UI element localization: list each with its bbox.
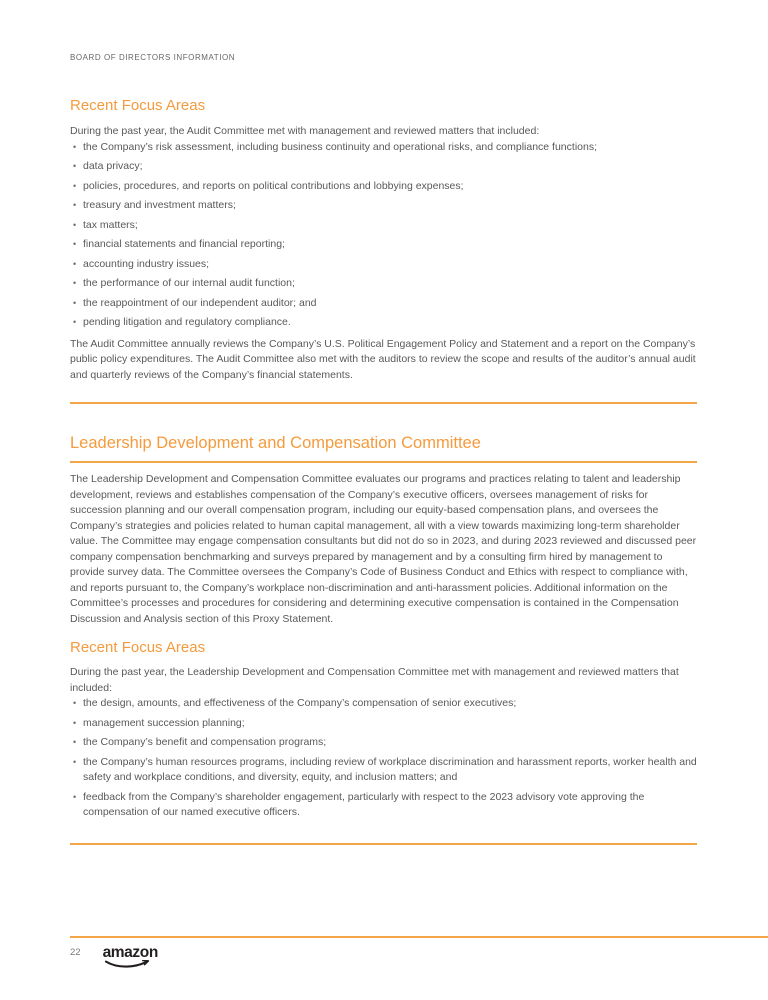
list-item: • the design, amounts, and effectiveness of the Company’s compensation of senior executives;: [70, 696, 697, 712]
list-item: • the reappointment of our independent auditor; and: [70, 296, 697, 312]
section-divider: [70, 843, 697, 845]
running-header: BOARD OF DIRECTORS INFORMATION: [70, 53, 236, 62]
heading-underline-divider: [70, 461, 697, 463]
ldcc-intro-paragraph: During the past year, the Leadership Development and Compensation Committee met with management and reviewed matters that included:: [70, 666, 679, 694]
ldcc-section-heading: Leadership Development and Compensation Committee: [70, 434, 481, 452]
amazon-smile-icon: [104, 960, 152, 969]
list-item: • the Company’s benefit and compensation programs;: [70, 735, 697, 751]
list-item: • the performance of our internal audit function;: [70, 276, 697, 292]
audit-focus-list: [70, 140, 697, 331]
ldcc-body-paragraph: The Leadership Development and Compensation Committee evaluates our programs and practices relating to talent and leadership development, reviews and establishes compensation of the Company’s executive officers, oversees management of risks for succession planning and our overall compensation program, including our equity-based compensation plans, and oversees the Company’s strategies and policies related to human capital management, all with a view towards maximizing long-term shareholder value. The Committee may engage compensation consultants but did not do so in 2023, and during 2023 reviewed and discussed peer company compensation benchmarking and surveys prepared by management and by a consulting firm hired by management to provide survey data. The Committee oversees the Company’s Code of Business Conduct and Ethics with respect to compliance with, and reports pursuant to, the Company’s workplace non-discrimination and anti-harassment policies. Additional information on the Committee’s processes and procedures for considering and determining executive compensation is contained in the Compensation Discussion and Analysis section of this Proxy Statement.: [70, 473, 697, 625]
amazon-logo-wordmark: amazon: [102, 944, 158, 961]
section-divider: [70, 402, 697, 404]
list-item: • pending litigation and regulatory compliance.: [70, 315, 697, 331]
audit-closing-paragraph: The Audit Committee annually reviews the Company’s U.S. Political Engagement Policy and Statement and a report on the Company’s public policy expenditures. The Audit Committee also met with the auditors to review the scope and results of the auditor’s annual audit and quarterly reviews of the Company’s financial statements.: [70, 337, 696, 381]
list-item: • data privacy;: [70, 159, 697, 175]
ldcc-focus-list: [70, 696, 697, 821]
ldcc-recent-focus-heading: Recent Focus Areas: [70, 639, 206, 656]
audit-recent-focus-heading: Recent Focus Areas: [70, 97, 206, 114]
page-number: 22: [70, 947, 81, 958]
page-footer: [70, 946, 158, 969]
amazon-logo: [103, 946, 158, 969]
list-item: • the Company’s human resources programs, including review of workplace discrimination and harassment reports, worker health and safety and workplace conditions, and diversity, equity, and inclusion matters; and: [70, 755, 697, 786]
list-item: • feedback from the Company’s shareholder engagement, particularly with respect to the 2023 advisory vote approving the compensation of our named executive officers.: [70, 790, 697, 821]
list-item: • financial statements and financial reporting;: [70, 237, 697, 253]
list-item: • treasury and investment matters;: [70, 198, 697, 214]
footer-divider: [70, 936, 768, 938]
audit-intro-paragraph: During the past year, the Audit Committee met with management and reviewed matters that included:: [70, 125, 540, 137]
list-item: • policies, procedures, and reports on political contributions and lobbying expenses;: [70, 179, 697, 195]
list-item: • tax matters;: [70, 218, 697, 234]
list-item: • accounting industry issues;: [70, 257, 697, 273]
list-item: • the Company’s risk assessment, including business continuity and operational risks, and compliance functions;: [70, 140, 697, 156]
list-item: • management succession planning;: [70, 716, 697, 732]
